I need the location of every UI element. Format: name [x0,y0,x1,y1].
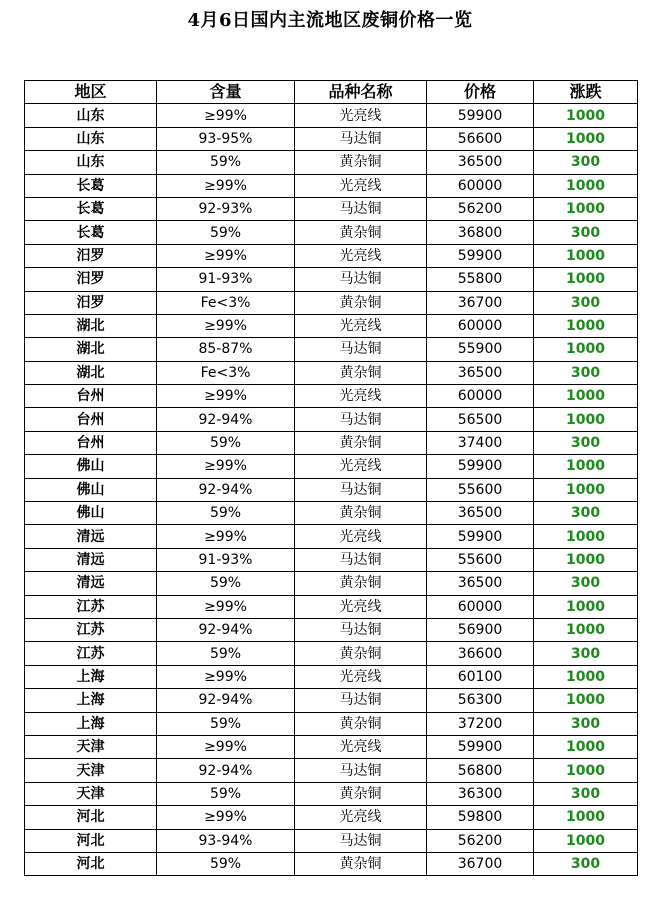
change-cell: 1000 [534,478,638,501]
table-row [25,525,638,548]
price-cell: 36500 [427,151,534,174]
product-cell: 马达铜 [295,338,427,361]
region-cell: 汨罗 [25,268,157,291]
table-row [25,852,638,875]
price-cell: 36500 [427,361,534,384]
change-cell: 1000 [534,525,638,548]
header-product: 品种名称 [295,81,427,104]
region-cell: 上海 [25,712,157,735]
table-row [25,782,638,805]
product-cell: 黄杂铜 [295,782,427,805]
price-cell: 37200 [427,712,534,735]
price-cell: 60100 [427,665,534,688]
content-cell: 91-93% [157,548,295,571]
content-cell: ≥99% [157,314,295,337]
price-cell: 56200 [427,829,534,852]
table-row [25,618,638,641]
content-cell: 59% [157,642,295,665]
product-cell: 黄杂铜 [295,151,427,174]
header-change: 涨跌 [534,81,638,104]
region-cell: 长葛 [25,174,157,197]
product-cell: 黄杂铜 [295,431,427,454]
table-row [25,478,638,501]
product-cell: 光亮线 [295,595,427,618]
header-price: 价格 [427,81,534,104]
table-row [25,548,638,571]
product-cell: 马达铜 [295,548,427,571]
price-cell: 59900 [427,735,534,758]
region-cell: 上海 [25,665,157,688]
change-cell: 1000 [534,829,638,852]
table-row [25,595,638,618]
price-cell: 59900 [427,455,534,478]
region-cell: 清远 [25,548,157,571]
change-cell: 1000 [534,759,638,782]
table-row [25,244,638,267]
region-cell: 佛山 [25,478,157,501]
table-row [25,735,638,758]
content-cell: ≥99% [157,174,295,197]
price-cell: 59900 [427,104,534,127]
change-cell: 1000 [534,314,638,337]
region-cell: 佛山 [25,502,157,525]
price-cell: 55600 [427,478,534,501]
product-cell: 马达铜 [295,759,427,782]
region-cell: 长葛 [25,221,157,244]
product-cell: 光亮线 [295,806,427,829]
region-cell: 清远 [25,572,157,595]
change-cell: 300 [534,151,638,174]
change-cell: 300 [534,712,638,735]
region-cell: 江苏 [25,595,157,618]
change-cell: 1000 [534,735,638,758]
content-cell: Fe<3% [157,291,295,314]
region-cell: 上海 [25,689,157,712]
region-cell: 山东 [25,151,157,174]
price-cell: 56500 [427,408,534,431]
change-cell: 300 [534,291,638,314]
change-cell: 1000 [534,548,638,571]
table-row [25,642,638,665]
price-cell: 36500 [427,572,534,595]
table-row [25,431,638,454]
header-region: 地区 [25,81,157,104]
region-cell: 佛山 [25,455,157,478]
price-cell: 60000 [427,314,534,337]
content-cell: ≥99% [157,455,295,478]
product-cell: 马达铜 [295,127,427,150]
product-cell: 黄杂铜 [295,852,427,875]
change-cell: 300 [534,572,638,595]
price-cell: 55800 [427,268,534,291]
product-cell: 光亮线 [295,174,427,197]
content-cell: ≥99% [157,525,295,548]
region-cell: 台州 [25,431,157,454]
change-cell: 1000 [534,268,638,291]
content-cell: ≥99% [157,385,295,408]
product-cell: 黄杂铜 [295,221,427,244]
product-cell: 黄杂铜 [295,712,427,735]
content-cell: ≥99% [157,104,295,127]
price-cell: 60000 [427,174,534,197]
region-cell: 清远 [25,525,157,548]
region-cell: 长葛 [25,197,157,220]
region-cell: 湖北 [25,338,157,361]
product-cell: 黄杂铜 [295,502,427,525]
table-row [25,338,638,361]
content-cell: 59% [157,712,295,735]
content-cell: ≥99% [157,595,295,618]
table-row [25,829,638,852]
table-row [25,502,638,525]
price-cell: 36700 [427,291,534,314]
region-cell: 湖北 [25,314,157,337]
price-cell: 59800 [427,806,534,829]
product-cell: 光亮线 [295,455,427,478]
price-cell: 56200 [427,197,534,220]
region-cell: 天津 [25,735,157,758]
content-cell: 59% [157,782,295,805]
table-row [25,806,638,829]
table-row [25,104,638,127]
change-cell: 1000 [534,665,638,688]
price-cell: 60000 [427,385,534,408]
product-cell: 黄杂铜 [295,572,427,595]
product-cell: 黄杂铜 [295,291,427,314]
content-cell: ≥99% [157,735,295,758]
header-row [25,81,638,104]
region-cell: 江苏 [25,618,157,641]
price-cell: 36800 [427,221,534,244]
table-body [25,104,638,876]
price-cell: 36500 [427,502,534,525]
region-cell: 河北 [25,806,157,829]
region-cell: 台州 [25,385,157,408]
table-row [25,174,638,197]
product-cell: 光亮线 [295,244,427,267]
table-row [25,689,638,712]
price-cell: 55900 [427,338,534,361]
content-cell: 59% [157,151,295,174]
region-cell: 天津 [25,759,157,782]
product-cell: 黄杂铜 [295,642,427,665]
table-row [25,314,638,337]
change-cell: 1000 [534,595,638,618]
price-cell: 59900 [427,244,534,267]
change-cell: 1000 [534,618,638,641]
change-cell: 1000 [534,408,638,431]
price-cell: 36700 [427,852,534,875]
table-row [25,712,638,735]
content-cell: 91-93% [157,268,295,291]
region-cell: 江苏 [25,642,157,665]
product-cell: 马达铜 [295,618,427,641]
content-cell: 93-94% [157,829,295,852]
change-cell: 1000 [534,338,638,361]
change-cell: 1000 [534,127,638,150]
table-header [25,81,638,104]
product-cell: 黄杂铜 [295,361,427,384]
content-cell: 93-95% [157,127,295,150]
product-cell: 光亮线 [295,735,427,758]
table-row [25,408,638,431]
change-cell: 1000 [534,197,638,220]
region-cell: 天津 [25,782,157,805]
product-cell: 光亮线 [295,665,427,688]
region-cell: 山东 [25,104,157,127]
table-row [25,665,638,688]
table-row [25,151,638,174]
product-cell: 光亮线 [295,104,427,127]
table-row [25,759,638,782]
product-cell: 光亮线 [295,385,427,408]
product-cell: 马达铜 [295,829,427,852]
table-row [25,268,638,291]
change-cell: 300 [534,782,638,805]
content-cell: 92-93% [157,197,295,220]
change-cell: 1000 [534,174,638,197]
change-cell: 300 [534,642,638,665]
content-cell: Fe<3% [157,361,295,384]
table-row [25,291,638,314]
content-cell: 59% [157,431,295,454]
price-cell: 36300 [427,782,534,805]
content-cell: 59% [157,572,295,595]
change-cell: 1000 [534,385,638,408]
price-cell: 56300 [427,689,534,712]
price-cell: 36600 [427,642,534,665]
change-cell: 1000 [534,455,638,478]
product-cell: 光亮线 [295,525,427,548]
change-cell: 300 [534,361,638,384]
change-cell: 300 [534,852,638,875]
content-cell: 59% [157,221,295,244]
header-content: 含量 [157,81,295,104]
change-cell: 1000 [534,104,638,127]
price-table [24,80,638,876]
region-cell: 山东 [25,127,157,150]
price-cell: 60000 [427,595,534,618]
product-cell: 马达铜 [295,197,427,220]
table-row [25,361,638,384]
table-row [25,221,638,244]
table-row [25,572,638,595]
table-row [25,455,638,478]
change-cell: 1000 [534,244,638,267]
content-cell: ≥99% [157,244,295,267]
change-cell: 1000 [534,689,638,712]
price-cell: 56800 [427,759,534,782]
content-cell: 92-94% [157,689,295,712]
price-cell: 55600 [427,548,534,571]
content-cell: 92-94% [157,408,295,431]
price-cell: 56600 [427,127,534,150]
region-cell: 湖北 [25,361,157,384]
content-cell: 59% [157,502,295,525]
change-cell: 300 [534,221,638,244]
table-row [25,197,638,220]
price-cell: 56900 [427,618,534,641]
region-cell: 河北 [25,829,157,852]
change-cell: 300 [534,502,638,525]
table-row [25,385,638,408]
product-cell: 马达铜 [295,408,427,431]
region-cell: 台州 [25,408,157,431]
region-cell: 汨罗 [25,244,157,267]
content-cell: 92-94% [157,618,295,641]
product-cell: 马达铜 [295,478,427,501]
content-cell: 85-87% [157,338,295,361]
content-cell: ≥99% [157,806,295,829]
price-cell: 59900 [427,525,534,548]
content-cell: 92-94% [157,478,295,501]
change-cell: 1000 [534,806,638,829]
product-cell: 光亮线 [295,314,427,337]
content-cell: ≥99% [157,665,295,688]
region-cell: 汨罗 [25,291,157,314]
content-cell: 92-94% [157,759,295,782]
table-row [25,127,638,150]
price-cell: 37400 [427,431,534,454]
product-cell: 马达铜 [295,268,427,291]
page-title: 4月6日国内主流地区废铜价格一览 [187,10,473,31]
product-cell: 马达铜 [295,689,427,712]
change-cell: 300 [534,431,638,454]
region-cell: 河北 [25,852,157,875]
content-cell: 59% [157,852,295,875]
